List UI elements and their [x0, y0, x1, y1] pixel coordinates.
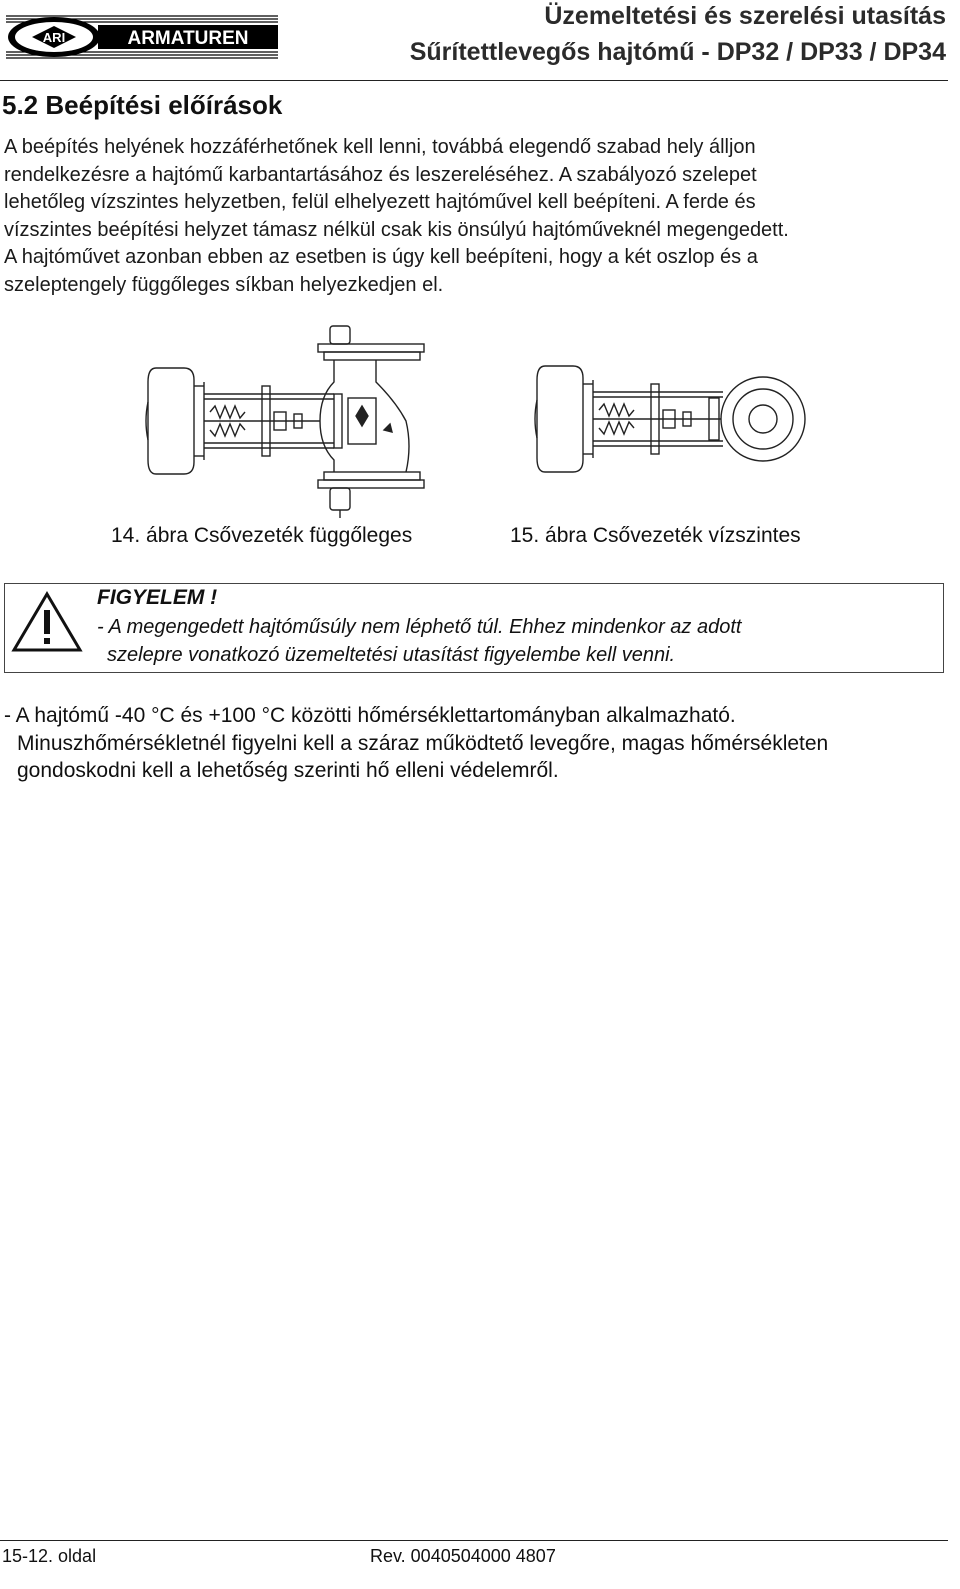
ari-armaturen-logo — [6, 14, 278, 60]
figure-14-vertical-pipe — [144, 322, 440, 522]
paragraph-line: A hajtóművet azonban ebben az esetben is úgy kell beépíteni, hogy a két oszlop és a — [4, 246, 758, 269]
warning-box — [4, 583, 944, 673]
section-heading: 5.2 Beépítési előírások — [2, 90, 283, 120]
figure-15-horizontal-pipe — [533, 346, 809, 498]
document-title: Üzemeltetési és szerelési utasítás — [544, 2, 946, 30]
paragraph-line: szeleptengely függőleges síkban helyezkedjen el. — [4, 273, 444, 296]
temperature-line: - A hajtómű -40 °C és +100 °C közötti hőmérséklettartományban alkalmazható. — [4, 704, 736, 727]
revision-number: Rev. 0040504000 4807 — [370, 1546, 556, 1566]
paragraph-line: lehetőleg vízszintes helyzetben, felül elhelyezett hajtóművel kell beépíteni. A ferde és — [4, 191, 756, 214]
temperature-note — [4, 702, 828, 785]
temperature-line: gondoskodni kell a lehetőség szerinti hő elleni védelemről. — [17, 759, 559, 783]
warning-title: FIGYELEM ! — [97, 586, 218, 609]
figure-15-caption: 15. ábra Csővezeték vízszintes — [510, 524, 801, 547]
installation-paragraph — [4, 134, 944, 300]
warning-text-line: - A megengedett hajtóműsúly nem léphető túl. Ehhez mindenkor az adott — [97, 616, 742, 638]
temperature-line: Minuszhőmérsékletnél figyelni kell a száraz működtető levegőre, magas hőmérsékleten — [17, 731, 829, 755]
warning-triangle-icon — [11, 590, 83, 654]
header-divider — [0, 80, 948, 81]
svg-text:ARI: ARI — [42, 30, 66, 45]
paragraph-line: vízszintes beépítési helyzet támasz nélkül csak kis önsúlyú hajtóműveknél megengedett. — [4, 218, 789, 241]
warning-text-line: szelepre vonatkozó üzemeltetési utasítást figyelembe kell venni. — [107, 644, 676, 666]
paragraph-line: A beépítés helyének hozzáférhetőnek kell lenni, továbbá elegendő szabad hely álljon — [4, 136, 756, 158]
figure-14-caption: 14. ábra Csővezeték függőleges — [111, 524, 413, 547]
page-number: 15-12. oldal — [2, 1546, 97, 1566]
paragraph-line: rendelkezésre a hajtómű karbantartásához és leszereléséhez. A szabályozó szelepet — [4, 163, 757, 186]
document-subtitle: Sűrítettlevegős hajtómű - DP32 / DP33 / DP34 — [409, 38, 946, 66]
svg-text:ARMATUREN: ARMATUREN — [127, 28, 249, 49]
footer-divider — [0, 1540, 948, 1541]
